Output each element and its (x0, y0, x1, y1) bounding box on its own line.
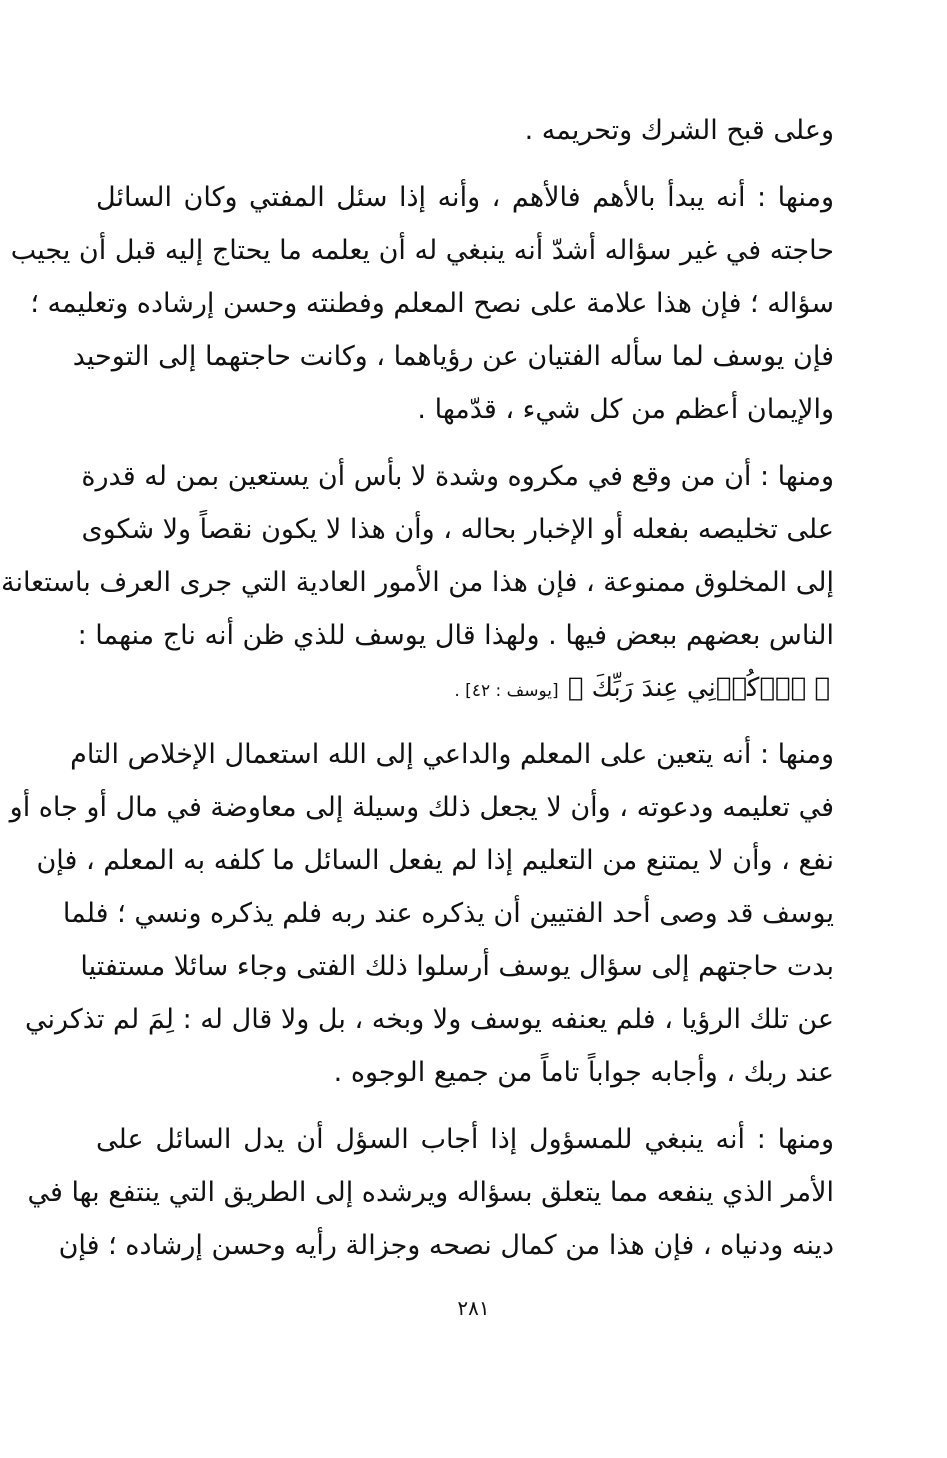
paragraph-4 (9, 728, 834, 1099)
text-line: سؤاله ؛ فإن هذا علامة على نصح المعلم وفطنته وحسن إرشاده وتعليمه ؛ (30, 288, 834, 319)
text-line: الناس بعضهم ببعض فيها . ولهذا قال يوسف للذي ظن أنه ناج منهما : (77, 620, 834, 651)
text-line: فإن يوسف لما سأله الفتيان عن رؤياهما ، وكانت حاجتهما إلى التوحيد (72, 341, 834, 372)
text-line: ومنها : أن من وقع في مكروه وشدة لا بأس أن يستعين بمن له قدرة (81, 461, 834, 492)
verse-reference: [يوسف : ٤٢] . (454, 681, 559, 701)
paragraph-1 (96, 104, 834, 157)
text-line: وعلى قبح الشرك وتحريمه . (524, 115, 834, 146)
text-line: نفع ، وأن لا يمتنع من التعليم إذا لم يفعل السائل ما كلفه به المعلم ، فإن (36, 845, 834, 876)
paragraph-2 (10, 171, 834, 436)
paragraph-5 (27, 1113, 834, 1272)
text-line: إلى المخلوق ممنوعة ، فإن هذا من الأمور العادية التي جرى العرف باستعانة (0, 567, 834, 598)
text-line: على تخليصه بفعله أو الإخبار بحاله ، وأن هذا لا يكون نقصاً ولا شكوى (81, 514, 834, 545)
text-line: حاجته في غير سؤاله أشدّ أنه ينبغي له أن يعلمه ما يحتاج إليه قبل أن يجيب (10, 235, 834, 266)
text-line: في تعليمه ودعوته ، وأن لا يجعل ذلك وسيلة إلى معاوضة في مال أو جاه أو (9, 792, 834, 823)
text-line: ومنها : أنه ينبغي للمسؤول إذا أجاب السؤل أن يدل السائل على (96, 1124, 834, 1155)
text-line: بدت حاجتهم إلى سؤال يوسف أرسلوا ذلك الفتى وجاء سائلا مستفتيا (80, 951, 834, 982)
quran-verse: ﴿ ٱذۡكُرۡنِي عِندَ رَبِّكَ ﴾ (567, 673, 830, 703)
text-line: ومنها : أنه يبدأ بالأهم فالأهم ، وأنه إذا سئل المفتي وكان السائل (96, 182, 834, 213)
text-line: عند ربك ، وأجابه جواباً تاماً من جميع الوجوه . (333, 1057, 834, 1088)
text-line: والإيمان أعظم من كل شيء ، قدّمها . (417, 394, 834, 425)
page-number: ٢٨١ (457, 1296, 490, 1320)
text-line: دينه ودنياه ، فإن هذا من كمال نصحه وجزالة رأيه وحسن إرشاده ؛ فإن (58, 1230, 834, 1261)
text-line: عن تلك الرؤيا ، فلم يعنفه يوسف ولا وبخه ، بل ولا قال له : لِمَ لم تذكرني (25, 1004, 834, 1035)
paragraph-3 (0, 450, 834, 714)
text-line: الأمر الذي ينفعه مما يتعلق بسؤاله ويرشده إلى الطريق التي ينتفع بها في (27, 1177, 834, 1208)
body-text (0, 104, 834, 1272)
text-line: ومنها : أنه يتعين على المعلم والداعي إلى الله استعمال الإخلاص التام (70, 739, 834, 770)
text-line: يوسف قد وصى أحد الفتيين أن يذكره عند ربه فلم يذكره ونسي ؛ فلما (62, 898, 834, 929)
quran-quote (96, 662, 834, 714)
